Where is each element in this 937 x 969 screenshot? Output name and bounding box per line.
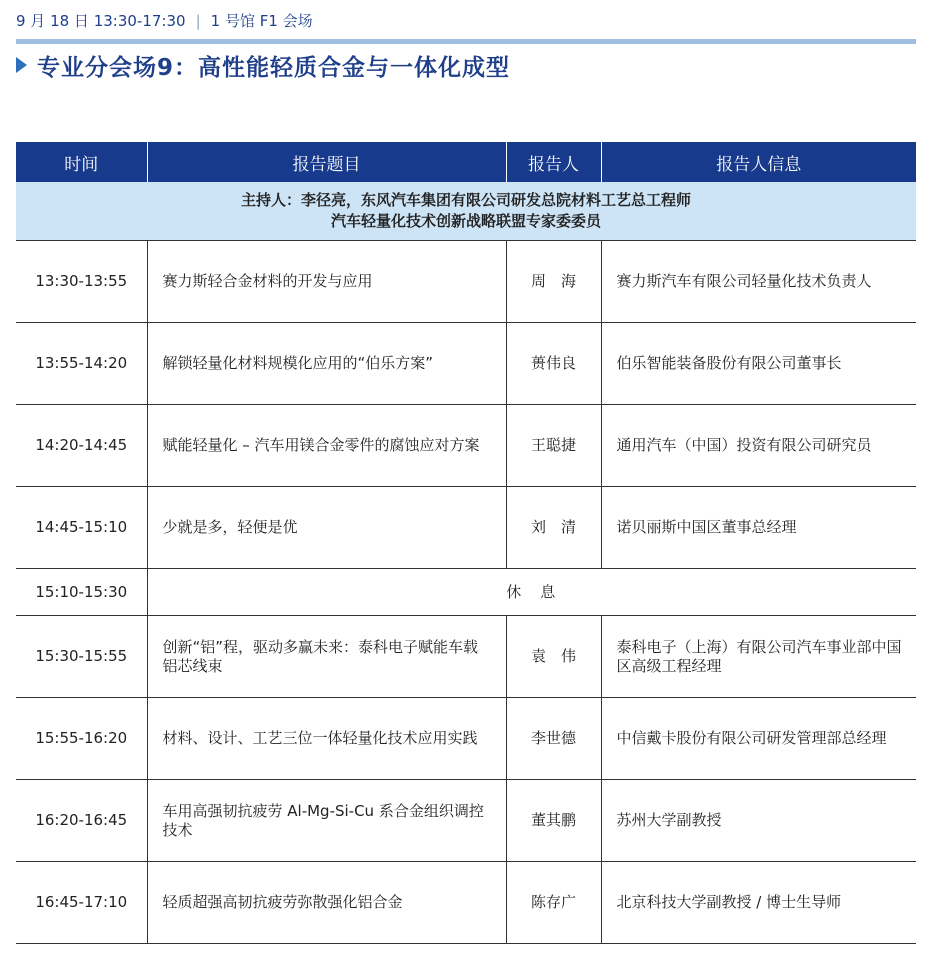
speaker-info-cell: 伯乐智能装备股份有限公司董事长 — [601, 323, 916, 405]
table-row — [16, 241, 916, 323]
break-label: 休 息 — [147, 569, 916, 616]
break-row — [16, 569, 916, 616]
speaker-cell: 李世德 — [506, 698, 601, 780]
speaker-cell: 陈存广 — [506, 862, 601, 944]
topic-cell: 车用高强韧抗疲劳 Al-Mg-Si-Cu 系合金组织调控技术 — [147, 780, 506, 862]
date-time: 9 月 18 日 13:30-17:30 — [16, 12, 186, 30]
table-row — [16, 405, 916, 487]
table-row — [16, 323, 916, 405]
time-cell: 13:30-13:55 — [16, 241, 147, 323]
time-cell: 15:30-15:55 — [16, 616, 147, 698]
venue: 1 号馆 F1 会场 — [210, 12, 313, 30]
topic-cell: 解锁轻量化材料规模化应用的“伯乐方案” — [147, 323, 506, 405]
speaker-info-cell: 通用汽车（中国）投资有限公司研究员 — [601, 405, 916, 487]
topic-cell: 赋能轻量化 – 汽车用镁合金零件的腐蚀应对方案 — [147, 405, 506, 487]
speaker-info-cell: 诺贝丽斯中国区董事总经理 — [601, 487, 916, 569]
column-header-speaker-info: 报告人信息 — [601, 142, 916, 182]
speaker-cell: 董其鹏 — [506, 780, 601, 862]
time-cell: 14:45-15:10 — [16, 487, 147, 569]
table-header-row — [16, 142, 916, 182]
time-cell: 15:55-16:20 — [16, 698, 147, 780]
speaker-cell: 刘 清 — [506, 487, 601, 569]
column-header-speaker: 报告人 — [506, 142, 601, 182]
header-divider — [16, 39, 916, 44]
speaker-info-cell: 苏州大学副教授 — [601, 780, 916, 862]
topic-cell: 材料、设计、工艺三位一体轻量化技术应用实践 — [147, 698, 506, 780]
column-header-topic: 报告题目 — [147, 142, 506, 182]
table-row — [16, 616, 916, 698]
topic-cell: 创新“铝”程，驱动多赢未来：泰科电子赋能车载铝芯线束 — [147, 616, 506, 698]
session-title-block — [16, 50, 510, 80]
speaker-cell: 周 海 — [506, 241, 601, 323]
time-cell: 13:55-14:20 — [16, 323, 147, 405]
speaker-info-cell: 赛力斯汽车有限公司轻量化技术负责人 — [601, 241, 916, 323]
speaker-cell: 袁 伟 — [506, 616, 601, 698]
table-row — [16, 698, 916, 780]
agenda-table — [16, 142, 916, 944]
time-cell: 16:45-17:10 — [16, 862, 147, 944]
session-datetime-venue — [16, 10, 313, 31]
speaker-info-cell: 泰科电子（上海）有限公司汽车事业部中国区高级工程经理 — [601, 616, 916, 698]
time-cell: 14:20-14:45 — [16, 405, 147, 487]
speaker-cell: 王聪捷 — [506, 405, 601, 487]
table-row — [16, 862, 916, 944]
topic-cell: 少就是多，轻便是优 — [147, 487, 506, 569]
host-line-1: 主持人：李径亮，东风汽车集团有限公司研发总院材料工艺总工程师 — [240, 191, 691, 209]
host-row — [16, 182, 916, 241]
speaker-info-cell: 北京科技大学副教授 / 博士生导师 — [601, 862, 916, 944]
session-title: 专业分会场9：高性能轻质合金与一体化成型 — [37, 54, 511, 81]
speaker-info-cell: 中信戴卡股份有限公司研发管理部总经理 — [601, 698, 916, 780]
table-row — [16, 487, 916, 569]
column-header-time: 时间 — [16, 142, 147, 182]
speaker-cell: 蒉伟良 — [506, 323, 601, 405]
separator: | — [195, 12, 201, 30]
host-cell — [16, 182, 916, 241]
break-time-cell: 15:10-15:30 — [16, 569, 147, 616]
topic-cell: 轻质超强高韧抗疲劳弥散强化铝合金 — [147, 862, 506, 944]
host-line-2: 汽车轻量化技术创新战略联盟专家委委员 — [330, 212, 601, 230]
triangle-bullet-icon — [16, 57, 27, 73]
table-row — [16, 780, 916, 862]
time-cell: 16:20-16:45 — [16, 780, 147, 862]
topic-cell: 赛力斯轻合金材料的开发与应用 — [147, 241, 506, 323]
